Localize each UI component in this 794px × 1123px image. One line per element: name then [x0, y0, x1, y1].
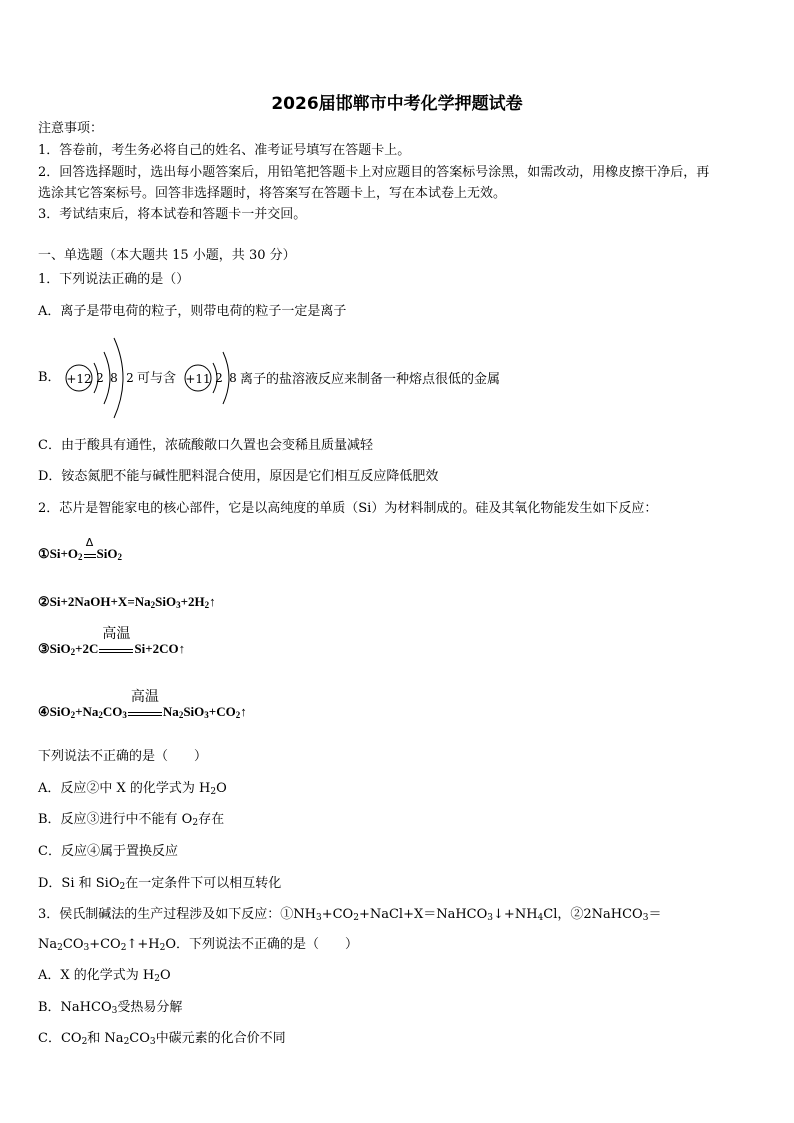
q1-option-b-label: B．	[38, 370, 61, 385]
notice-item-2: 2．回答选择题时，选出每小题答案后，用铅笔把答题卡上对应题目的答案标号涂黑，如需改动，用橡皮擦干净后，再	[38, 165, 710, 180]
q3-stem: 3．侯氏制碱法的生产过程涉及如下反应：$①NH_3+CO_2+NaCl+X=NaHCO_3↓+NH_4Cl$，②2NaHCO$_3$＝	[38, 907, 662, 923]
q2-stem: 2．芯片是智能家电的核心部件，它是以高纯度的单质（Si）为材料制成的。硅及其氧化物能发生如下反应：	[38, 501, 658, 516]
atom-diagram-mg	[66, 338, 134, 418]
atom1-nucleus: +12	[66, 372, 92, 386]
atom2-nucleus: +11	[185, 372, 211, 386]
notice-item-2-cont: 选涂其它答案标号。回答非选择题时，将答案写在答题卡上，写在本试卷上无效。	[38, 186, 507, 201]
q2-option-b: B．反应③进行中不能有 $O_2$存在	[38, 812, 225, 828]
notice-heading: 注意事项：	[38, 121, 104, 136]
q1-option-a: A．离子是带电荷的粒子，则带电荷的粒子一定是离子	[38, 304, 347, 319]
q1-option-c: C．由于酸具有通性，浓硫酸敞口久置也会变稀且质量减轻	[38, 438, 373, 453]
q3-option-c: C．$CO_2$和 $Na_2CO_3$中碳元素的化合价不同	[38, 1031, 286, 1047]
q2-option-c: C．反应④属于置换反应	[38, 844, 178, 859]
q2-reaction-3: ③SiO$_2$+2C 高温 Si+2CO↑	[38, 625, 186, 657]
q2-reaction-1: $①Si+O_2$ Δ SiO$_2$	[38, 536, 122, 562]
q3-stem-cont: $Na_2CO_3+CO_2↑+H_2O$．下列说法不正确的是（ ）	[38, 937, 358, 953]
page-title: 2026届邯郸市中考化学押题试卷	[271, 94, 523, 114]
atom-diagram-na	[185, 352, 237, 404]
q3-option-b: B．NaHCO$_3$受热易分解	[38, 1000, 183, 1016]
q1-option-b-mid: 可与含	[137, 371, 177, 386]
atom-structure-diagrams	[60, 330, 240, 426]
q2-option-d: D．Si 和 SiO$_2$在一定条件下可以相互转化	[38, 876, 282, 892]
atom2-shell-2: 8	[229, 371, 237, 385]
q2-ask: 下列说法不正确的是（ ）	[38, 749, 208, 764]
high-temp-condition: 高温	[102, 625, 131, 642]
q1-option-d: D．铵态氮肥不能与碱性肥料混合使用，原因是它们相互反应降低肥效	[38, 469, 439, 484]
notice-item-1: 1．答卷前，考生务必将自己的姓名、准考证号填写在答题卡上。	[38, 143, 411, 158]
heat-condition: Δ	[85, 536, 94, 550]
atom1-shell-1: 2	[96, 371, 104, 385]
atom2-shell-1: 2	[215, 371, 223, 385]
notice-item-3: 3．考试结束后，将本试卷和答题卡一并交回。	[38, 207, 307, 222]
q2-option-a: A．反应②中 X 的化学式为 $H_2O$	[38, 781, 227, 797]
q3-option-a: A．X 的化学式为 $H_2O$	[38, 968, 171, 984]
q2-reaction-4: $④SiO_2+Na_2CO_3$ 高温 $Na_2SiO_3+CO_2↑$	[38, 688, 247, 720]
q1-stem: 1．下列说法正确的是（）	[38, 272, 190, 287]
atom1-shell-3: 2	[126, 371, 134, 385]
q2-reaction-2: $②Si+2NaOH+X=Na_2SiO_3+2H_2↑$	[38, 594, 216, 610]
high-temp-condition-2: 高温	[130, 688, 159, 705]
section-heading: 一、单选题（本大题共 15 小题，共 30 分）	[38, 248, 296, 263]
q1-option-b-tail: 离子的盐溶液反应来制备一种熔点很低的金属	[240, 372, 501, 387]
atom1-shell-2: 8	[110, 371, 118, 385]
